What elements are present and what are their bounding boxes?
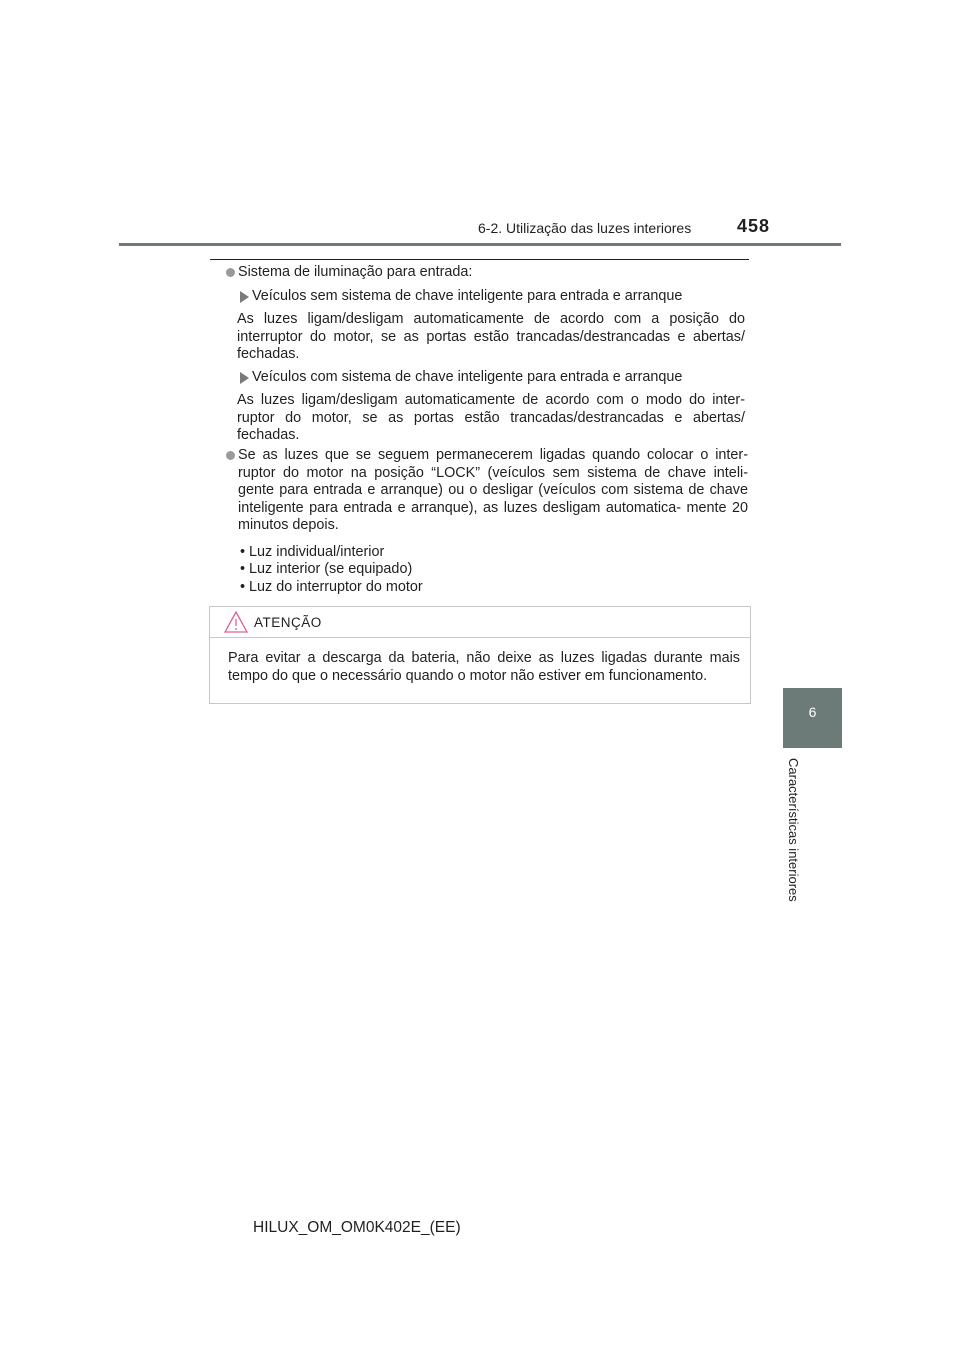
sub-text-smart-key: As luzes ligam/desligam automaticamente de acordo com o modo do inter- ruptor do motor, se as portas estão trancadas/destrancadas e abertas/ fechadas. [237,392,745,443]
chapter-label-text: Características interiores [786,758,801,902]
content-divider [210,259,749,260]
chapter-label [785,758,805,928]
header-divider [119,243,841,246]
list-item: • Luz interior (se equipado) [240,561,413,577]
warning-box [209,606,751,704]
document-code: HILUX_OM_OM0K402E_(EE) [253,1219,461,1236]
warning-triangle-icon [224,611,248,633]
triangle-arrow-icon [240,372,249,384]
sub-title-no-smart-key: Veículos sem sistema de chave inteligente para entrada e arranque [252,288,683,304]
chapter-number: 6 [808,704,817,720]
sub-text-no-smart-key: As luzes ligam/desligam automaticamente de acordo com a posição do interruptor do motor, se as portas estão trancadas/destrancadas e abertas/ fechadas. [237,311,745,362]
circle-bullet-icon [226,451,235,460]
list-item: • Luz individual/interior [240,544,385,560]
page-number: 458 [737,216,771,236]
bullet-auto-off: Se as luzes que se seguem permanecerem ligadas quando colocar o inter- ruptor do motor na posição “LOCK” (veículos sem sistema de chave inteli- gente para entrada e arranque) ou o desligar (veículos com sistema de chave inteligente para entrada e arranque), as luzes desligam automatica- mente 20 minutos depois. [238,447,748,533]
warning-text: Para evitar a descarga da bateria, não deixe as luzes ligadas durante mais tempo do que o necessário quando o motor não estiver em funcionamento. [228,650,740,684]
sub-title-smart-key: Veículos com sistema de chave inteligente para entrada e arranque [252,369,683,385]
triangle-arrow-icon [240,291,249,303]
warning-title: ATENÇÃO [254,615,322,630]
section-title: 6-2. Utilização das luzes interiores [478,220,692,236]
bullet-lighting-entry: Sistema de iluminação para entrada: [238,264,473,280]
list-item: • Luz do interruptor do motor [240,579,423,595]
chapter-tab [783,688,842,748]
circle-bullet-icon [226,268,235,277]
warning-divider [210,637,750,638]
